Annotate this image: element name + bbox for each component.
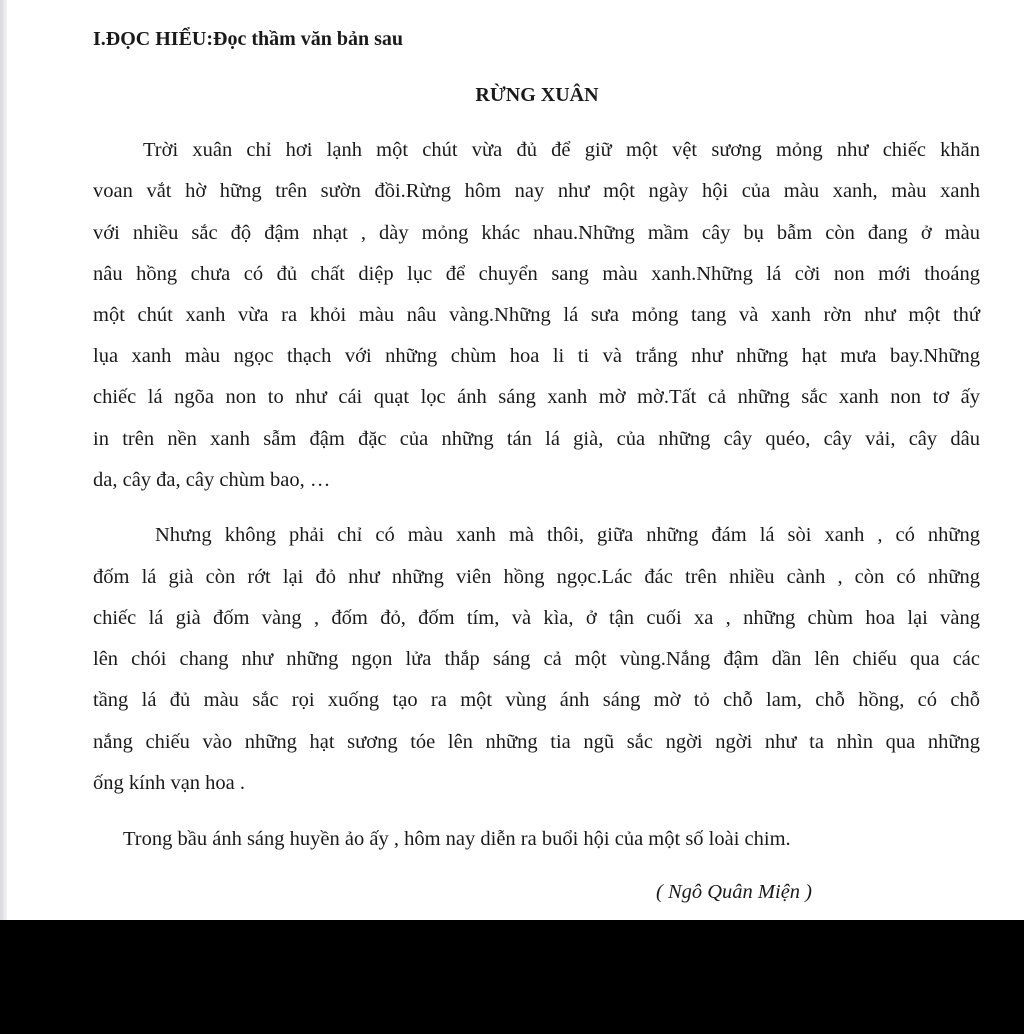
paragraph1-line-3: với nhiều sắc độ đậm nhạt , dày mỏng khác nhau.Những mầm cây bụ bẫm còn đang ở màu xyxy=(93,222,980,244)
bottom-black-bar xyxy=(0,920,1024,1034)
page-left-edge xyxy=(0,0,7,920)
paragraph2-line-6: nắng chiếu vào những hạt sương tóe lên những tia ngũ sắc ngời ngời như ta nhìn qua những xyxy=(93,731,980,753)
paragraph2-line-5: tầng lá đủ màu sắc rọi xuống tạo ra một vùng ánh sáng mờ tỏ chỗ lam, chỗ hồng, có chỗ xyxy=(93,689,980,711)
paragraph1-line-2: voan vắt hờ hững trên sườn đồi.Rừng hôm nay như một ngày hội của màu xanh, màu xanh xyxy=(93,180,980,202)
paragraph2-line-4: lên chói chang như những ngọn lửa thắp sáng cả một vùng.Nắng đậm dần lên chiếu qua các xyxy=(93,648,980,670)
paragraph1-line-7: chiếc lá ngõa non to như cái quạt lọc ánh sáng xanh mờ mờ.Tất cả những sắc xanh non tơ ấy xyxy=(93,386,980,408)
paragraph1-line-9: da, cây đa, cây chùm bao, … xyxy=(93,469,331,491)
section-heading: I.ĐỌC HIỂU:Đọc thầm văn bản sau xyxy=(93,28,404,50)
author-credit: ( Ngô Quân Miện ) xyxy=(656,881,813,903)
paragraph2-line-7: ống kính vạn hoa . xyxy=(93,772,246,794)
paragraph2-line-1: Nhưng không phải chỉ có màu xanh mà thôi, giữa những đám lá sòi xanh , có những xyxy=(155,524,980,546)
paragraph1-line-8: in trên nền xanh sẫm đậm đặc của những tán lá già, của những cây quéo, cây vải, cây dâu xyxy=(93,428,980,450)
paragraph2-line-2: đốm lá già còn rớt lại đỏ như những viên hồng ngọc.Lác đác trên nhiều cành , còn có những xyxy=(93,566,980,588)
closing-sentence: Trong bầu ánh sáng huyền ảo ấy , hôm nay diễn ra buổi hội của một số loài chim. xyxy=(123,828,791,850)
paragraph1-line-5: một chút xanh vừa ra khỏi màu nâu vàng.Những lá sưa mỏng tang và xanh rờn như một thứ xyxy=(93,304,980,326)
paragraph2-line-3: chiếc lá già đốm vàng , đốm đỏ, đốm tím, và kìa, ở tận cuối xa , những chùm hoa lại vàng xyxy=(93,607,980,629)
paragraph1-line-1: Trời xuân chỉ hơi lạnh một chút vừa đủ để giữ một vệt sương mỏng như chiếc khăn xyxy=(143,139,980,161)
paragraph1-line-4: nâu hồng chưa có đủ chất diệp lục để chuyển sang màu xanh.Những lá cời non mới thoáng xyxy=(93,263,980,285)
text-title: RỪNG XUÂN xyxy=(475,84,599,106)
paragraph1-line-6: lụa xanh màu ngọc thạch với những chùm hoa li ti và trắng như những hạt mưa bay.Những xyxy=(93,345,980,367)
